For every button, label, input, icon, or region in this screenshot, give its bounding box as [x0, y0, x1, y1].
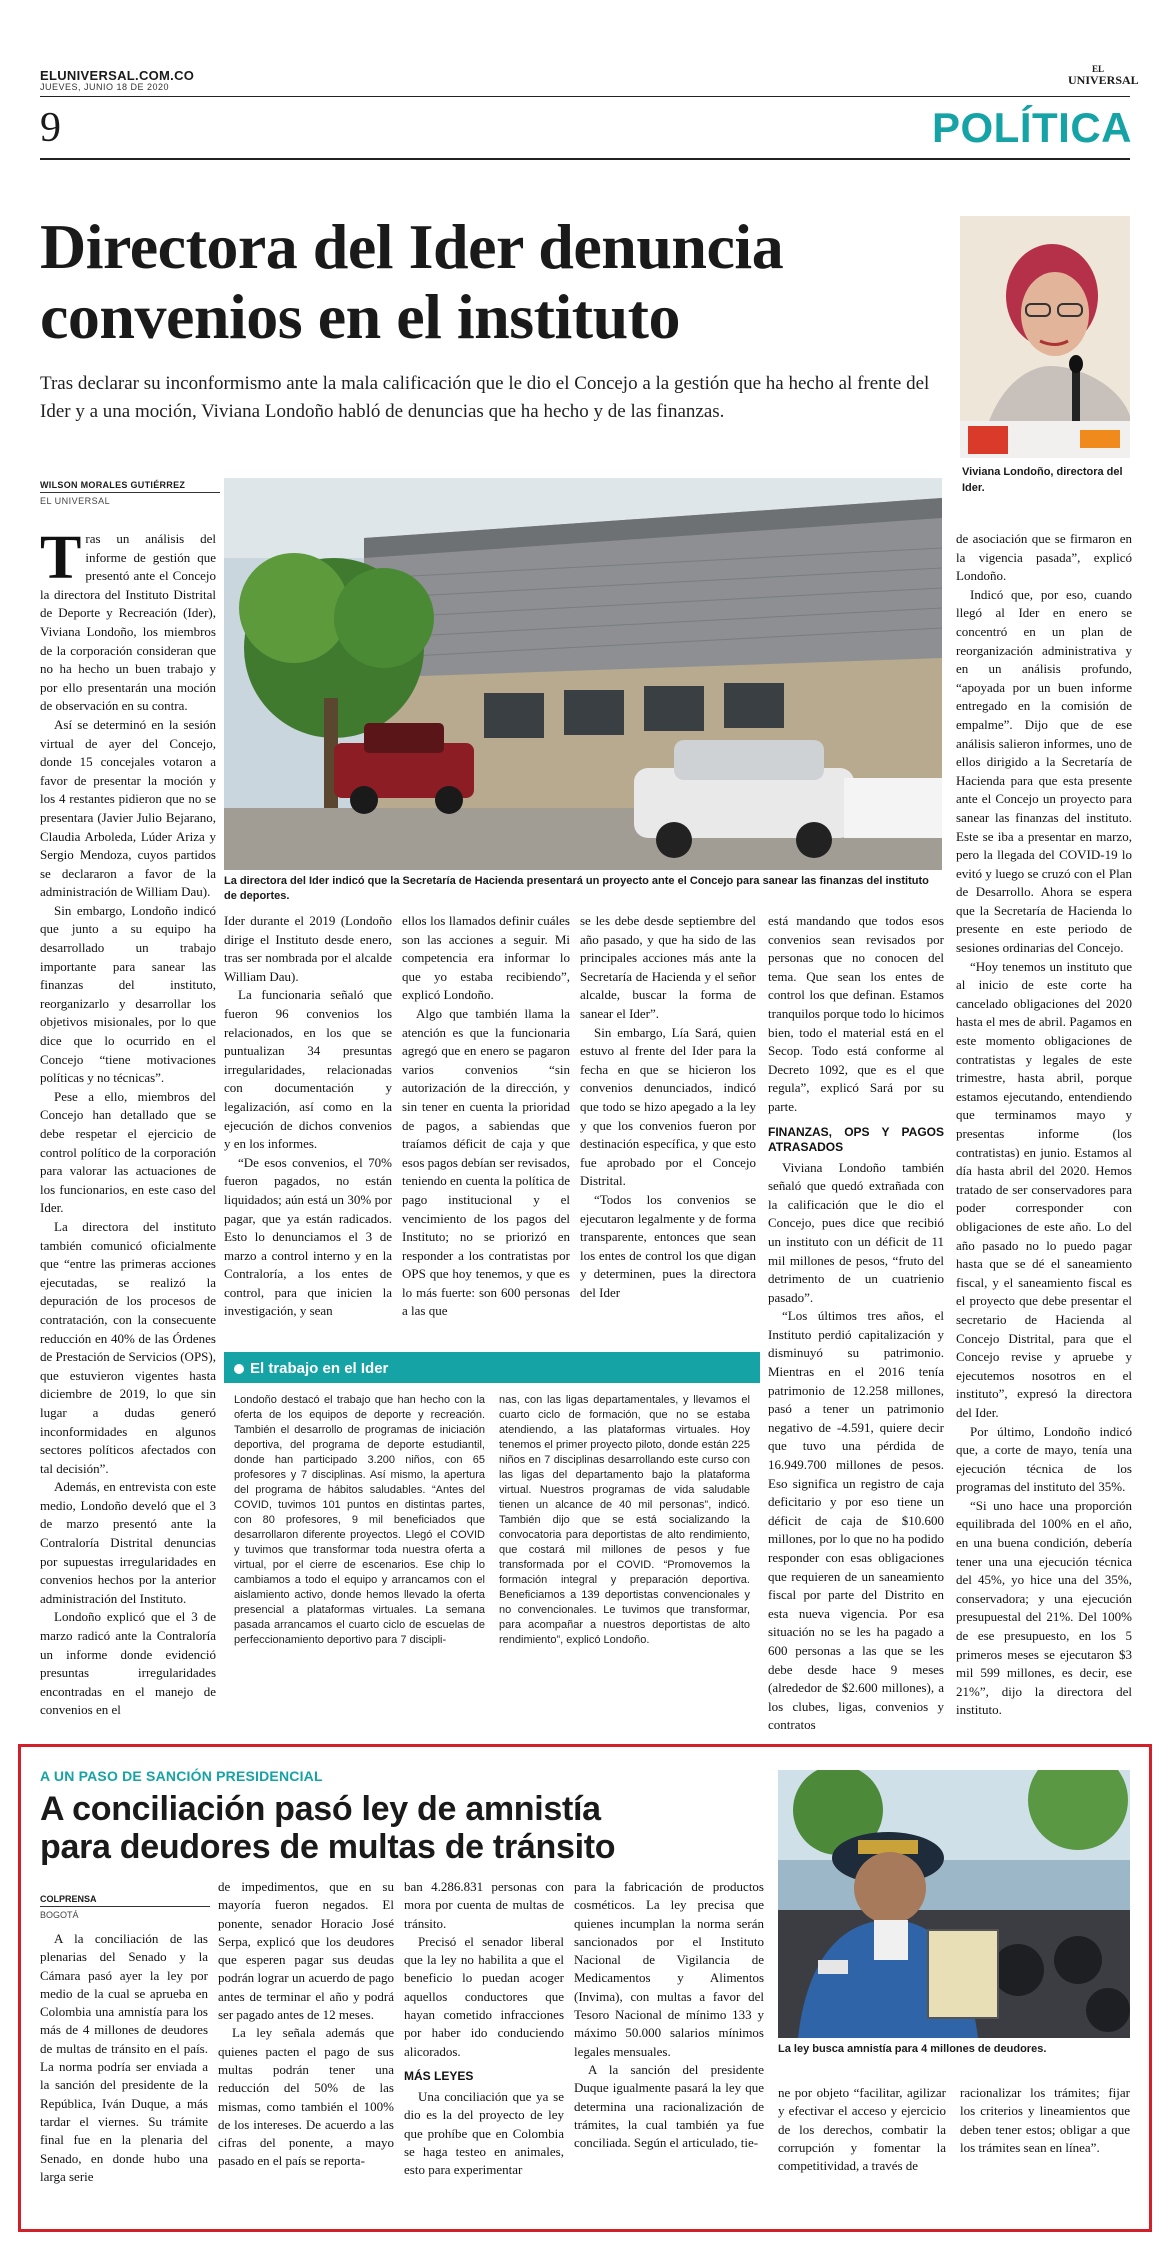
sidebar-box-title: El trabajo en el Ider	[250, 1360, 389, 1377]
paragraph: ellos los llamados definir cuáles son las acciones a seguir. Mi competencia era informar lo que yo estaba recibiendo”, explicó Londoño.	[402, 913, 570, 1003]
sidebar-box	[224, 1352, 760, 1705]
second-column-2	[218, 1878, 394, 2171]
issue-date: JUEVES, JUNIO 18 DE 2020	[40, 82, 170, 92]
second-headline-line-2: para deudores de multas de tránsito	[40, 1828, 616, 1866]
paragraph: Londoño explicó que el 3 de marzo radicó ante la Contraloría un informe donde evidenció presuntas irregularidades encontradas en el manejo de convenios en el	[40, 1609, 216, 1718]
traffic-officer-photo	[778, 1770, 1130, 2038]
paragraph: “Si uno hace una proporción equilibrada del 100% en el año, en una buena condición, debería tener una una ejecución técnica del 45%, yo hice una del 35%, conservadora; y una ejecución presupuestal del 21%. Del 100% de ese presupuesto, en los 5 primeros meses se ejecutaron $3 mil 599 millones, es decir, ese 21%”, dijo la directora del instituto.	[956, 1497, 1132, 1718]
paragraph: ban 4.286.831 personas con mora por cuenta de multas de tránsito.	[404, 1879, 564, 1931]
second-byline-author: COLPRENSA	[40, 1894, 210, 1907]
subheading: MÁS LEYES	[404, 2068, 474, 2083]
second-column-6	[960, 2084, 1130, 2157]
paragraph: racionalizar los trámites; fijar los criterios y lineamientos que deben tener estos; obligar a que los trámites sean en línea”.	[960, 2085, 1130, 2155]
sidebar-box-body	[224, 1383, 760, 1648]
headline-line-2: convenios en el instituto	[40, 281, 680, 352]
second-headline-line-1: A conciliación pasó ley de amnistía	[40, 1790, 601, 1828]
paragraph: Tras un análisis del informe de gestión que presentó ante el Concejo la directora del Instituto Distrital de Deporte y Recreación (Ider), Viviana Londoño, los miembros de la corporación consideran que no ha hecho un buen trabajo y por ello presentarán una moción de observación en su contra.	[40, 524, 216, 714]
section-title: POLÍTICA	[932, 104, 1132, 151]
byline-author: WILSON MORALES GUTIÉRREZ	[40, 480, 220, 493]
bullet-icon	[234, 1364, 244, 1374]
sidebar-box-text: nas, con las ligas departamentales, y llevamos el cuarto ciclo de formación, que no se estaba atendiendo, a las plataformas virtuales. Hoy tenemos el primer proyecto piloto, donde están 225 niños en 7 disciplinas desarrollando este curso con las ligas del departamento bajo la plataforma virtual. Nuestros programas de vida saludable tienen un alcance de 40 mil personas”, indicó. También dijo que se está socializando la convocatoria para deportistas de alto rendimiento, que costará mil millones de pesos y fue transformada por el COVID. “Promovemos la formación integral y preparación deportiva. Beneficiamos a 139 deportistas convencionales y no convencionales. Le tuvimos que transformar, para acompañar a nuestros deportistas de alto rendimiento”, explicó Londoño.	[499, 1394, 750, 1646]
paragraph: Sin embargo, Londoño indicó que junto a su equipo ha desarrollado un trabajo importante para sanear las finanzas del instituto, reorganizarlo y desarrollar los objetivos misionales, por lo que dice que lo ocurrido en el Concejo “tiene motivaciones políticas y no técnicas”.	[40, 902, 216, 1086]
column-5	[768, 912, 944, 1735]
paragraph: Además, en entrevista con este medio, Londoño develó que el 3 de marzo presentó ante la Contraloría Distrital denuncias por supuestas irregularidades en convenios hechos por la anterior administración del Instituto.	[40, 1479, 216, 1606]
second-column-5	[778, 2084, 946, 2175]
paragraph: de asociación que se firmaron en la vigencia pasada”, explicó Londoño.	[956, 531, 1132, 584]
second-column-4	[574, 1878, 764, 2152]
logo-top: EL	[1091, 64, 1104, 74]
paragraph: A la sanción del presidente Duque igualmente pasará la ley que determina una racionalización de trámites, la cual también ya fue conciliada. Según el articulado, tie-	[574, 2061, 764, 2151]
paragraph: Pese a ello, miembros del Concejo han detallado que se debe respetar el ejercicio de control político de la corporación para valorar las actuaciones de los funcionarios, en este caso del Ider.	[40, 1088, 216, 1216]
column-3	[402, 912, 570, 1321]
logo-name: UNIVERSAL	[1068, 73, 1139, 87]
second-photo-caption: La ley busca amnistía para 4 millones de deudores.	[778, 2043, 1047, 2055]
paragraph: Así se determinó en la sesión virtual de ayer del Concejo, donde 15 concejales votaron a favor de presentar la moción y los 4 restantes pidieron que no se presentara (Javier Julio Bejarano, Claudia Arboleda, Lúder Ariza y Sergio Mendoza, cuyos partidos se declararon a favor de la administración de William Dau).	[40, 716, 216, 900]
subheading: FINANZAS, OPS Y PAGOS ATRASADOS	[768, 1124, 944, 1154]
paragraph: La funcionaria señaló que fueron 96 convenios los relacionados, en los que se puntualizan 34 presuntas irregularidades, relacionadas con documentación y legalización, así como en la ejecución de dichos convenios y en los informes.	[224, 987, 392, 1152]
paragraph: La directora del instituto también comunicó oficialmente que “entre las primeras acciones ejecutadas, se realizó la depuración de los procesos de contratación, con la consecuente reducción en 40% de las Órdenes de Prestación de Servicios (OPS), que estuvieron vigentes hasta diciembre de 2019, lo que sin lugar a dudas generó inconformidades en algunos sectores políticos afectados con tal decisión”.	[40, 1218, 216, 1476]
sidebar-box-header	[224, 1355, 760, 1383]
page-number: 9	[40, 105, 61, 151]
second-kicker: A UN PASO DE SANCIÓN PRESIDENCIAL	[40, 1768, 323, 1784]
paragraph: ne por objeto “facilitar, agilizar y efectivar el acceso y ejercicio de los derechos, combatir la corrupción y fomentar la competitividad, a través de	[778, 2085, 946, 2174]
portrait-photo	[960, 216, 1130, 458]
paragraph: “Todos los convenios se ejecutaron legalmente y de forma transparente, entonces que sean los entes de control los que digan y determinen, pues la directora del Ider	[580, 1191, 756, 1300]
second-column-3	[404, 1878, 564, 2179]
paragraph: se les debe desde septiembre del año pasado, y que ha sido de las principales acciones más ante la Secretaría de Hacienda y el señor alcalde, buscar la forma de sanear el Ider”.	[580, 913, 756, 1021]
paragraph: “Los últimos tres años, el Instituto perdió capitalización y disminuyó su patrimonio. Mientras en el 2016 tenía patrimonio de 12.258 millones, pasó a tener un patrimonio negativo de -4.591, quiere decir que tuvo una pérdida de 16.949.700 millones de pesos. Eso significa un registro de caja deficitario y por eso tiene un déficit de caja de $10.600 millones, por lo que no ha podido responder con esas obligaciones que requieren de un saneamiento fiscal por parte del Distrito en esta nueva vigencia. Por esa situación no se les ha pagado a 600 personas a las que se les debe desde hace 9 meses (alrededor de $2.600 millones), a los clubes, ligas, convenios y contratos	[768, 1308, 944, 1733]
main-deck: Tras declarar su inconformismo ante la mala calificación que le dio el Concejo a la gestión que ha hecho al frente del Ider y a una moción, Viviana Londoño habló de denuncias que ha hecho y de las finanzas.	[40, 373, 930, 422]
top-rule	[40, 96, 1130, 97]
byline-publication: EL UNIVERSAL	[40, 496, 111, 506]
second-column-1	[40, 1930, 208, 2186]
column-2	[224, 912, 392, 1321]
section-rule	[40, 158, 1130, 160]
headline-line-1: Directora del Ider denuncia	[40, 211, 784, 282]
paragraph: Indicó que, por eso, cuando llegó al Ider en enero se concentró en un plan de reorganización administrativa y en un análisis profundo, “apoyada por un buen informe entregado en la comisión de empalme”. Dijo que de ese análisis salieron informes, uno de ellos dirigido a la Secretaría de Hacienda para que esta presente ante el Concejo un proyecto para sanear las finanzas del instituto. Este se iba a presentar en marzo, pero la llegada del COVID-19 lo evitó y luego se cruzó con el Plan de Desarrollo. Ahora se espera que la Secretaría de Hacienda lo presente en este periodo de sesiones ordinarias del Concejo.	[956, 586, 1132, 956]
sidebar-box-text: Londoño destacó el trabajo que han hecho con la oferta de los equipos de deporte y recreación. También el desarrollo de programas de iniciación deportiva, del programa de deporte estudiantil, donde han participado 3.200 niños, con 65 profesores y 7 disciplinas. Así mismo, la apertura del programa de hábitos saludables. “Antes del COVID, tuvimos 101 puntos en distintas partes, con 80 profesores, 9 mil beneficiados que desarrollaron diferente proyectos. Llegó el COVID y tuvimos que transformar toda nuestra oferta a virtual, por el cierre de escenarios. Ese chip lo cambiamos a todo el equipo y arrancamos con el aislamiento activo, donde hemos llevado la oferta presencial a plataformas virtuales. La semana pasada arrancamos el cuarto ciclo de escuelas de perfeccionamiento deportivo para 7 discipli-	[234, 1394, 485, 1646]
column-1	[40, 524, 216, 1720]
newspaper-logo	[1068, 64, 1139, 87]
paragraph: “De esos convenios, el 70% fueron pagados, no están liquidados; aún está un 30% por pagar, que ya están radicados. Esto lo denunciamos el 3 de marzo a control interno y en la Contraloría, a los entes de control, para que inicien la investigación, y sean	[224, 1154, 392, 1319]
site-url: ELUNIVERSAL.COM.CO	[40, 68, 195, 83]
paragraph: Ider durante el 2019 (Londoño dirige el Instituto desde enero, tras ser nombrada por el alcalde William Dau).	[224, 913, 392, 984]
second-headline	[40, 1790, 740, 1866]
column-6	[956, 530, 1132, 1720]
second-byline-place: BOGOTÁ	[40, 1910, 79, 1920]
paragraph: Precisó el senador liberal que la ley no habilita a que el beneficio lo puedan acoger aquellos conductores que hayan cometido infracciones por haber ido conduciendo alicorados.	[404, 1933, 564, 2059]
paragraph: de impedimentos, que en su mayoría fueron negados. El ponente, senador Horacio José Serpa, explicó que los deudores que esperen pagar sus deudas podrán lograr un acuerdo de pago antes de terminar el año y podrá ser pagado antes de 12 meses.	[218, 1879, 394, 2023]
portrait-caption: Viviana Londoño, directora del Ider.	[962, 466, 1123, 494]
paragraph: La ley señala además que quienes pacten el pago de sus multas podrán tener una reducción del 50% de las mismas, como también el 100% de los intereses. De acuerdo a las cifras del ponente, a mayo pasado en el país se reporta-	[218, 2025, 394, 2169]
paragraph: Viviana Londoño también señaló que quedó extrañada con la calificación que le dio el Concejo, pues dice que recibió un instituto con un déficit de 11 mil millones de pesos, “fruto del detrimento de un cuatrienio pasado”.	[768, 1159, 944, 1305]
paragraph: Una conciliación que ya se dio es la del proyecto de ley que prohíbe que en Colombia se haga testeo en animales, esto para experimentar	[404, 2088, 564, 2178]
main-photo-caption: La directora del Ider indicó que la Secretaría de Hacienda presentará un proyecto ante el Concejo para sanear las finanzas del instituto de deportes.	[224, 875, 929, 902]
column-4	[580, 912, 756, 1302]
paragraph: Algo que también llama la atención es que la funcionaria agregó que en enero se pagaron varios convenios “sin autorización de la dirección, y sin tener en cuenta la prioridad de pagos, a sabiendas que traíamos déficit de caja y que esos pagos debían ser revisados, teniendo en cuenta la política de pago institucional y el vencimiento de los pagos del Instituto; no se priorizó en responder a los contratistas por OPS que hoy tenemos, y que es lo más fuerte: son 600 personas a las que	[402, 1005, 570, 1319]
building-photo	[224, 478, 942, 870]
paragraph: Sin embargo, Lía Sará, quien estuvo al frente del Ider para la fecha en que se hicieron los convenios denunciados, indicó que todo se hizo apegado a la ley y que los convenios fueron por destinación específica, y que esto fue aprobado por el Concejo Distrital.	[580, 1024, 756, 1189]
paragraph: Por último, Londoño indicó que, a corte de mayo, tenía una ejecución técnica de los programas del instituto del 35%.	[956, 1423, 1132, 1495]
paragraph: A la conciliación de las plenarias del Senado y la Cámara pasó ayer la ley por medio de la cual se aprueba en Colombia una amnistía para los más de 4 millones de deudores de multas de tránsito en el país. La norma podría ser enviada a la sanción del presidente de la República, Iván Duque, a más tardar el viernes. Su trámite final fue en la plenaria del Senado, en donde hubo una larga serie	[40, 1931, 208, 2184]
paragraph: para la fabricación de productos cosméticos. La ley precisa que quienes incumplan la norma serán sancionados por el Instituto Nacional de Vigilancia de Medicamentos y Alimentos (Invima), con multas a favor del Tesoro Nacional de mínimo 133 y máximo 50.000 salarios mínimos legales mensuales.	[574, 1879, 764, 2059]
main-headline	[40, 212, 940, 352]
paragraph: está mandando que todos esos convenios sean revisados por personas que no conocen del tema. Que sean los entes de control los que definan. Estamos tranquilos porque todo lo hicimos bien, todo el material está en el Secop. Todo está conforme al Decreto 1092, que es el que regula”, explicó Sará por su parte.	[768, 913, 944, 1114]
paragraph: “Hoy tenemos un instituto que al inicio de este corte ha cancelado obligaciones del 2020 hasta el mes de abril. Pagamos en este momento obligaciones de contratistas y legales de este trimestre, hasta abril, porque estamos ejecutando, entendiendo que terminamos mayo y presentas informe (los contratistas) en junio. Estamos al día hasta abril del 2020. Hemos tratado de ser conservadores para poder corresponder con obligaciones de este año. Lo del año pasado no lo puedo pagar hasta que se dé el saneamiento fiscal, y el saneamiento fiscal es el proyecto que debe presentar el secretario de Hacienda al Concejo Distrital, para que el Concejo revise y apruebe y ejecutemos nosotros en el instituto”, expresó la directora del Ider.	[956, 958, 1132, 1420]
